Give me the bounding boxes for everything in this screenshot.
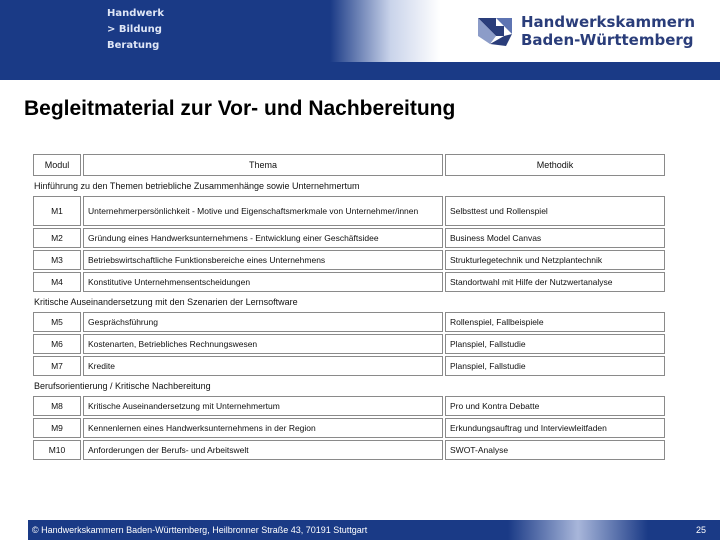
section-heading: Kritische Auseinandersetzung mit den Szenarien der Lernsoftware (33, 294, 665, 310)
header-gradient (330, 0, 440, 62)
topic-cell: Betriebswirtschaftliche Funktionsbereiche eines Unternehmens (83, 250, 443, 270)
nav-item-bildung[interactable]: > Bildung (107, 24, 162, 35)
footer-gradient (508, 520, 648, 540)
topic-cell: Gesprächsführung (83, 312, 443, 332)
brand-line-1: Handwerkskammern (521, 13, 696, 31)
header-blue-band (0, 0, 330, 62)
header-bar (0, 62, 720, 80)
column-header-thema: Thema (83, 154, 443, 176)
module-id-cell: M6 (33, 334, 81, 354)
topic-cell: Kostenarten, Betriebliches Rechnungswesen (83, 334, 443, 354)
topic-cell: Anforderungen der Berufs- und Arbeitswelt (83, 440, 443, 460)
module-id-cell: M4 (33, 272, 81, 292)
topic-cell: Konstitutive Unternehmensentscheidungen (83, 272, 443, 292)
method-cell: Rollenspiel, Fallbeispiele (445, 312, 665, 332)
brand-line-2: Baden-Württemberg (521, 31, 694, 49)
module-id-cell: M5 (33, 312, 81, 332)
table-row (33, 440, 665, 460)
hwk-logo-icon (476, 14, 514, 48)
section-row (33, 178, 665, 194)
table-row (33, 418, 665, 438)
header (0, 0, 720, 62)
module-id-cell: M7 (33, 356, 81, 376)
column-header-modul: Modul (33, 154, 81, 176)
page-title: Begleitmaterial zur Vor- und Nachbereitung (24, 97, 456, 120)
method-cell: Selbsttest und Rollenspiel (445, 196, 665, 226)
section-heading: Berufsorientierung / Kritische Nachbereitung (33, 378, 665, 394)
module-id-cell: M10 (33, 440, 81, 460)
table-row (33, 250, 665, 270)
topic-cell: Unternehmerpersönlichkeit - Motive und Eigenschaftsmerkmale von Unternehmer/innen (83, 196, 443, 226)
nav-item-handwerk[interactable]: Handwerk (107, 8, 164, 19)
method-cell: SWOT-Analyse (445, 440, 665, 460)
table-row (33, 356, 665, 376)
nav-item-beratung[interactable]: Beratung (107, 40, 160, 51)
method-cell: Strukturlegetechnik und Netzplantechnik (445, 250, 665, 270)
topic-cell: Kritische Auseinandersetzung mit Unternehmertum (83, 396, 443, 416)
topic-cell: Kennenlernen eines Handwerksunternehmens in der Region (83, 418, 443, 438)
table-row (33, 312, 665, 332)
method-cell: Erkundungsauftrag und Interviewleitfaden (445, 418, 665, 438)
brand-name (521, 13, 695, 49)
method-cell: Planspiel, Fallstudie (445, 356, 665, 376)
method-cell: Standortwahl mit Hilfe der Nutzwertanalyse (445, 272, 665, 292)
module-id-cell: M1 (33, 196, 81, 226)
table-row (33, 396, 665, 416)
topic-cell: Kredite (83, 356, 443, 376)
header-nav (107, 6, 164, 54)
module-table (31, 152, 667, 462)
footer (0, 520, 720, 540)
method-cell: Pro und Kontra Debatte (445, 396, 665, 416)
module-id-cell: M2 (33, 228, 81, 248)
section-heading: Hinführung zu den Themen betriebliche Zusammenhänge sowie Unternehmertum (33, 178, 665, 194)
table-row (33, 272, 665, 292)
module-id-cell: M9 (33, 418, 81, 438)
module-id-cell: M8 (33, 396, 81, 416)
column-header-methodik: Methodik (445, 154, 665, 176)
method-cell: Planspiel, Fallstudie (445, 334, 665, 354)
module-id-cell: M3 (33, 250, 81, 270)
topic-cell: Gründung eines Handwerksunternehmens - Entwicklung einer Geschäftsidee (83, 228, 443, 248)
table-row (33, 196, 665, 226)
table-row (33, 228, 665, 248)
table-row (33, 334, 665, 354)
page-number: 25 (648, 520, 720, 540)
table-header-row (33, 154, 665, 176)
section-row (33, 294, 665, 310)
method-cell: Business Model Canvas (445, 228, 665, 248)
footer-copyright: © Handwerkskammern Baden-Württemberg, Heilbronner Straße 43, 70191 Stuttgart (28, 520, 508, 540)
section-row (33, 378, 665, 394)
